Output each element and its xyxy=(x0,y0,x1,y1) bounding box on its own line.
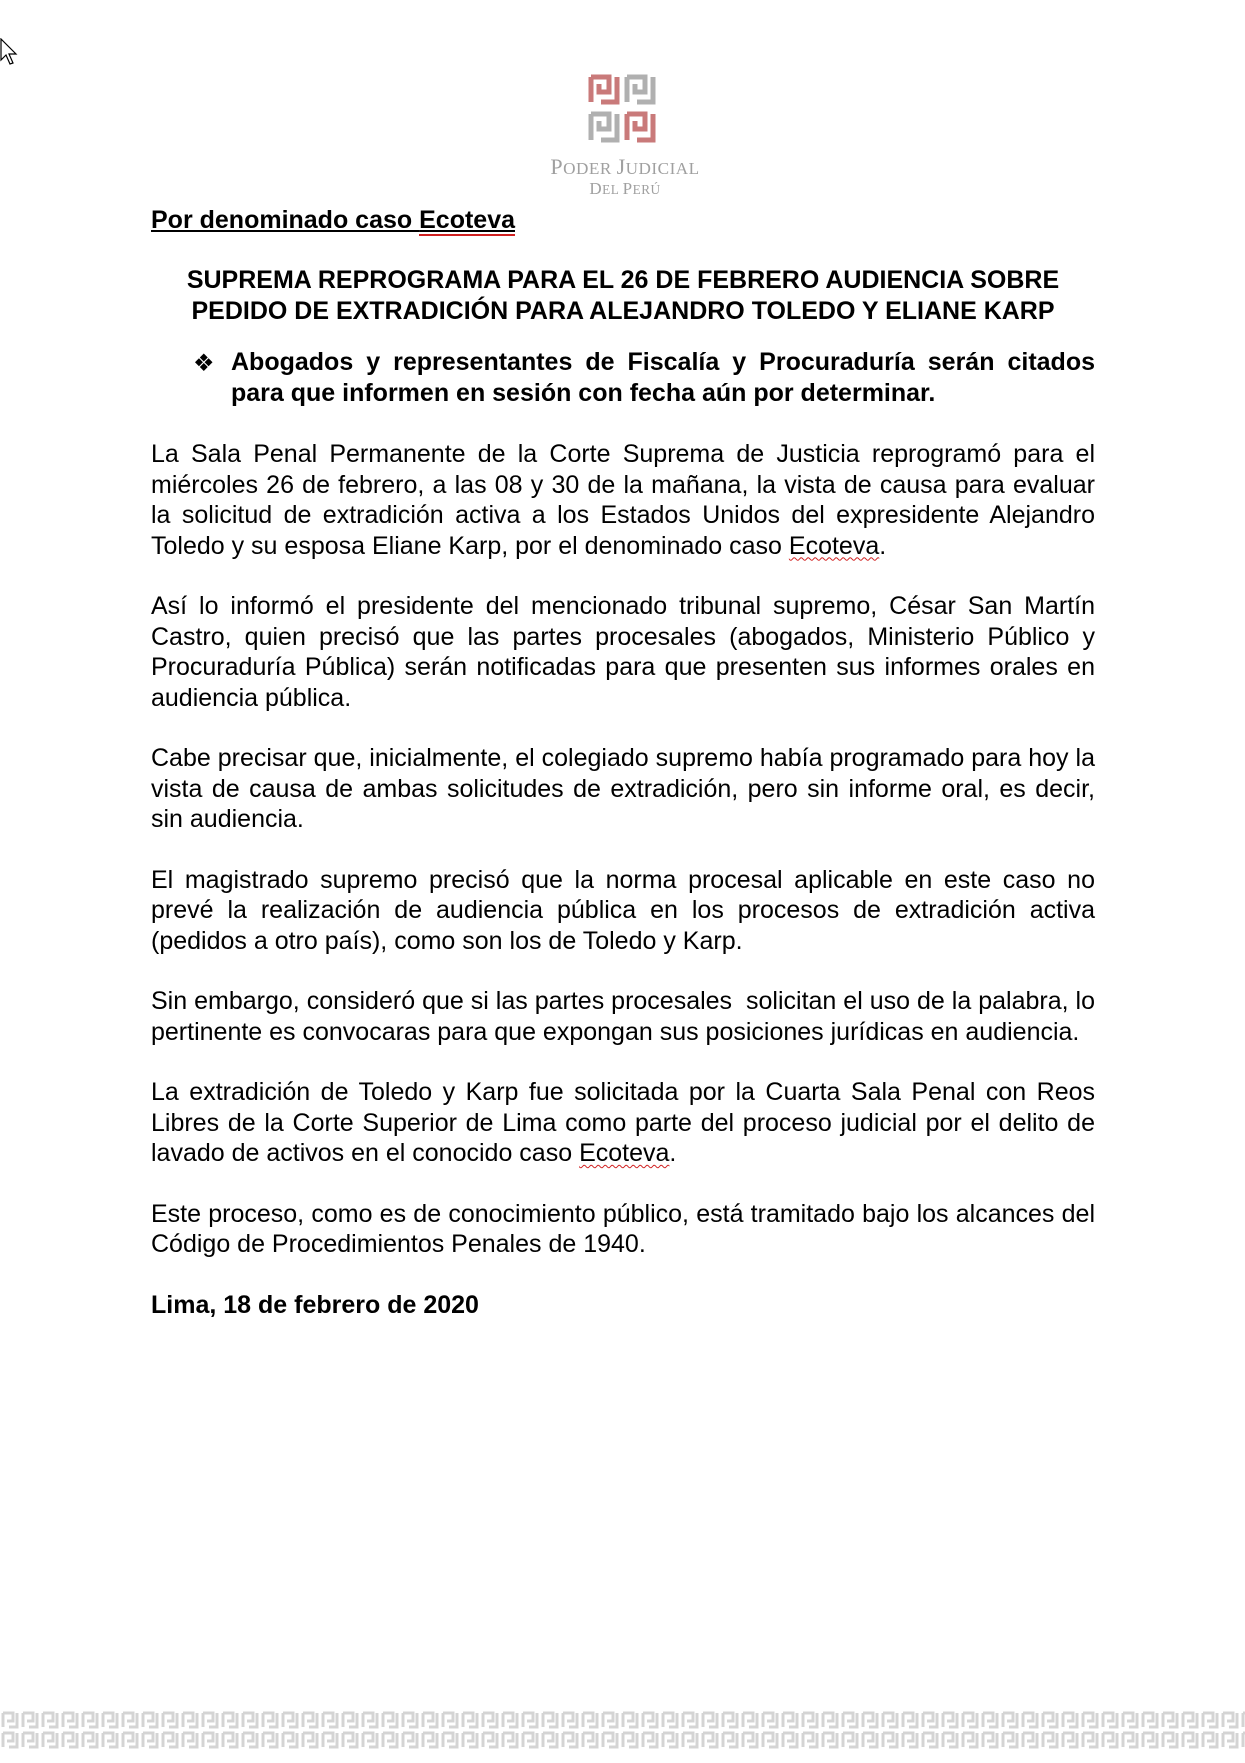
dateline: Lima, 18 de febrero de 2020 xyxy=(151,1290,479,1319)
poder-judicial-emblem-icon xyxy=(587,74,663,144)
kicker-case-name: Ecoteva xyxy=(419,206,515,234)
paragraph-5: Sin embargo, consideró que si las partes procesales solicitan el uso de la palabra, lo pertinente es convocaras para que expongan sus posiciones jurídicas en audiencia. xyxy=(151,987,1102,1046)
spellcheck-ecoteva-2: Ecoteva xyxy=(579,1139,670,1167)
paragraph-6: La extradición de Toledo y Karp fue solicitada por la Cuarta Sala Penal con Reos Libres de la Corte Superior de Lima como parte del proceso judicial por el delito de lavado de activos en el conocido caso Ecoteva. xyxy=(151,1078,1095,1167)
headline-line-2: PEDIDO DE EXTRADICIÓN PARA ALEJANDRO TOLEDO Y ELIANE KARP xyxy=(191,297,1055,325)
footer-pattern-band xyxy=(0,1710,1245,1750)
paragraph-4: El magistrado supremo precisó que la norma procesal aplicable en este caso no prevé la realización de audiencia pública en los procesos de extradición activa (pedidos a otro país), como son los de Toledo y Karp. xyxy=(151,865,1095,955)
spellcheck-ecoteva-1: Ecoteva xyxy=(788,531,880,560)
paragraph-7: Este proceso, como es de conocimiento público, está tramitado bajo los alcances del Código de Procedimientos Penales de 1940. xyxy=(151,1199,1095,1258)
summary-bullet xyxy=(151,347,1095,409)
document-body xyxy=(151,203,1102,1321)
headline xyxy=(151,265,1095,327)
diamond-bullet-icon: ❖ xyxy=(193,350,215,377)
summary-bullet-text: Abogados y representantes de Fiscalía y Procuraduría serán citados para que informen en sesión con fecha aún por determinar. xyxy=(231,348,1095,407)
logo-name-line1: PODER JUDICIAL xyxy=(550,154,700,179)
paragraph-3: Cabe precisar que, inicialmente, el colegiado supremo había programado para hoy la vista de causa de ambas solicitudes de extradición, pero sin informe oral, es decir, sin audiencia. xyxy=(151,744,1095,833)
kicker: Por denominado caso Ecoteva xyxy=(151,206,515,234)
mouse-pointer-icon xyxy=(0,38,18,66)
headline-line-1: SUPREMA REPROGRAMA PARA EL 26 DE FEBRERO AUDIENCIA SOBRE xyxy=(186,266,1060,294)
logo-name-line2: DEL PERÚ xyxy=(589,179,661,198)
paragraph-1: La Sala Penal Permanente de la Corte Suprema de Justicia reprogramó para el miércoles 26 de febrero, a las 08 y 30 de la mañana, la vista de causa para evaluar la solicitud de extradición activa a los Estados Unidos del expresidente Alejandro Toledo y su esposa Eliane Karp, por el denominado caso Ecoteva. xyxy=(151,440,1095,560)
poder-judicial-logo xyxy=(540,74,710,204)
paragraph-2: Así lo informó el presidente del mencionado tribunal supremo, César San Martín Castro, quien precisó que las partes procesales (abogados, Ministerio Público y Procuraduría Pública) serán notificadas para que presenten sus informes orales en audiencia pública. xyxy=(151,592,1095,712)
